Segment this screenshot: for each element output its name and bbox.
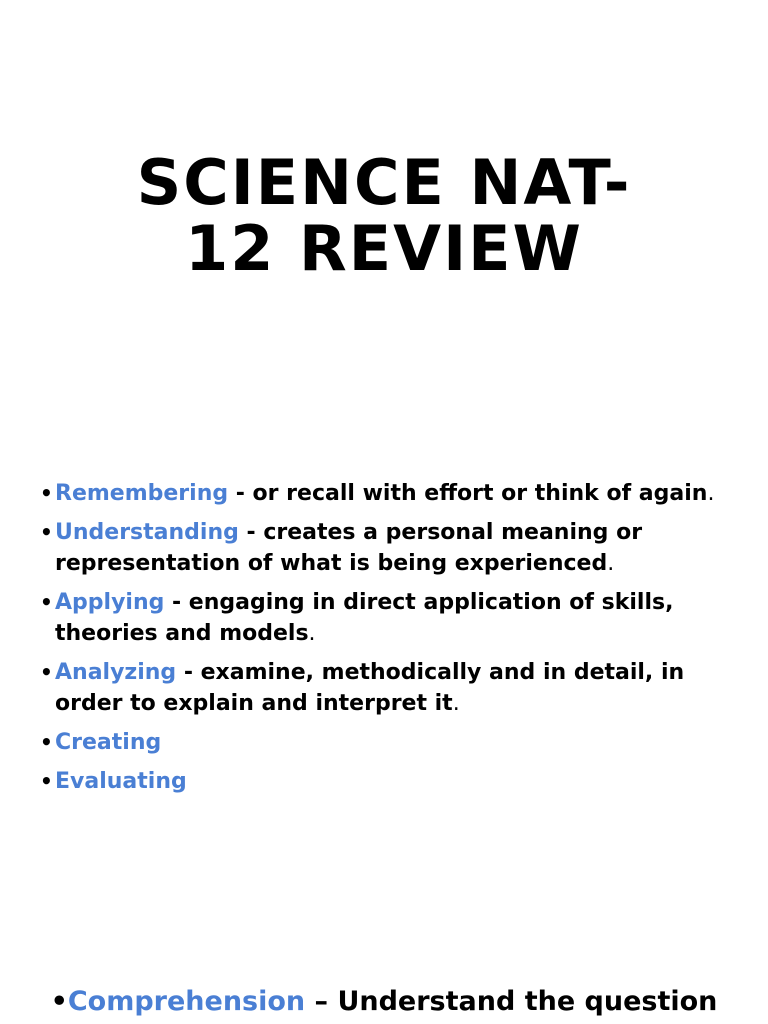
bullet-term: Applying <box>55 590 165 615</box>
bullet-list <box>40 478 740 805</box>
bullet-period: . <box>452 691 460 716</box>
footer-bullet <box>0 984 768 1020</box>
bullet-period: . <box>308 621 316 646</box>
bullet-term: Creating <box>55 730 162 755</box>
footer-bullet-icon: • <box>50 986 68 1017</box>
title-line-2: 12 REVIEW <box>185 212 583 285</box>
bullet-icon: • <box>40 481 53 505</box>
bullet-item-evaluating <box>40 766 740 797</box>
bullet-item-creating <box>40 727 740 758</box>
bullet-term: Remembering <box>55 481 229 506</box>
bullet-period: . <box>707 481 715 506</box>
bullet-icon: • <box>40 730 53 754</box>
bullet-item-understanding <box>40 517 740 579</box>
footer-term: Comprehension <box>67 986 306 1017</box>
bullet-desc: - or recall with effort or think of again <box>228 481 708 506</box>
bullet-desc: - creates a personal meaning or representation of what is being experienced <box>55 520 643 576</box>
bullet-term: Analyzing <box>55 660 177 685</box>
slide-title <box>0 146 768 285</box>
bullet-icon: • <box>40 590 53 614</box>
bullet-item-analyzing <box>40 657 740 719</box>
bullet-period: . <box>607 551 615 576</box>
footer-desc: – Understand the question <box>305 986 718 1017</box>
bullet-term: Evaluating <box>55 769 187 794</box>
bullet-icon: • <box>40 520 53 544</box>
bullet-item-applying <box>40 587 740 649</box>
bullet-term: Understanding <box>55 520 239 545</box>
bullet-desc: - examine, methodically and in detail, in order to explain and interpret it <box>55 660 685 716</box>
bullet-item-remembering <box>40 478 740 509</box>
bullet-desc: - engaging in direct application of skills, theories and models <box>55 590 674 646</box>
title-line-1: SCIENCE NAT- <box>136 146 632 219</box>
bullet-icon: • <box>40 660 53 684</box>
bullet-icon: • <box>40 769 53 793</box>
